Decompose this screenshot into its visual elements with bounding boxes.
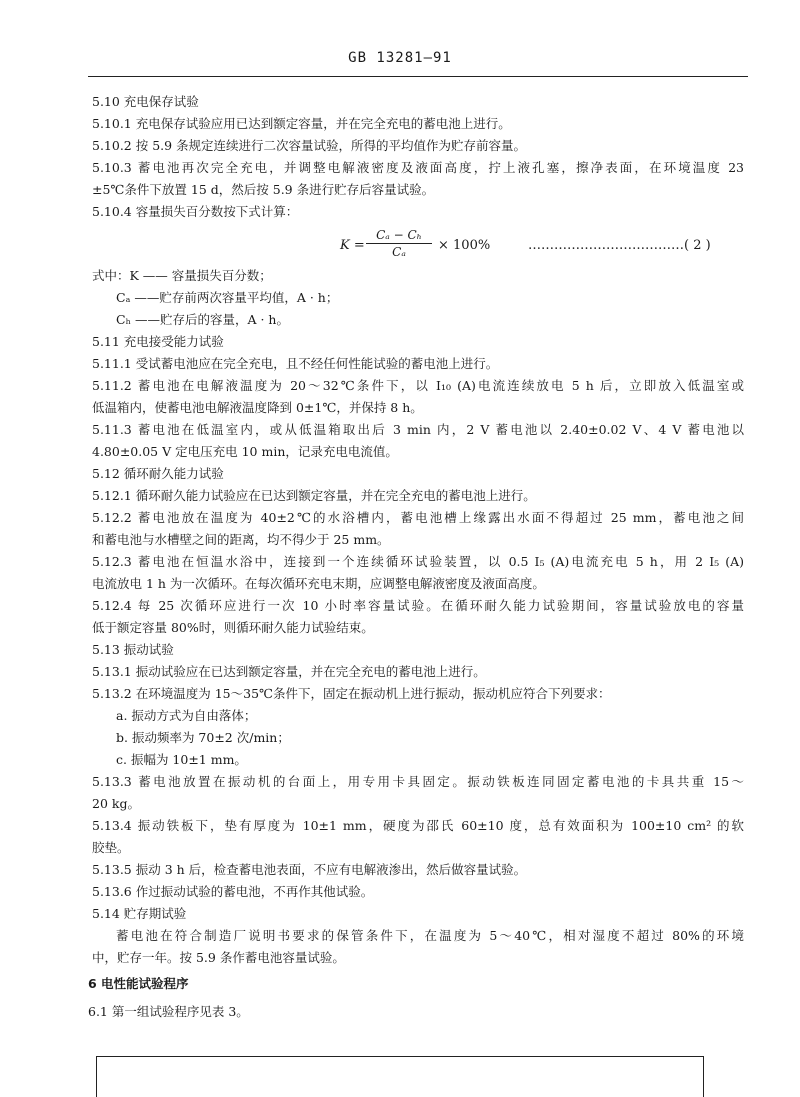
clause-6-1: 6.1 第一组试验程序见表 3。 — [88, 1004, 249, 1019]
list-item-a: a. 振动方式为自由落体； — [116, 708, 257, 723]
formula-lhs: K = — [340, 238, 365, 253]
clause-5-12-4-cont: 低于额定容量 80%时，则循环耐久能力试验结束。 — [92, 620, 374, 635]
clause-5-10-3: 5.10.3 蓄电池再次完全充电，并调整电解液密度及液面高度，拧上液孔塞，擦净表面，在环境温度 23 — [92, 160, 744, 175]
section-5-11-title: 5.11 充电接受能力试验 — [92, 334, 224, 349]
clause-5-12-3: 5.12.3 蓄电池在恒温水浴中，连接到一个连续循环试验装置，以 0.5 I₅ (A)电流充电 5 h，用 2 I₅ (A) — [92, 554, 744, 569]
clause-5-10-2: 5.10.2 按 5.9 条规定连续进行二次容量试验，所得的平均值作为贮存前容量。 — [92, 138, 527, 153]
section-5-14-title: 5.14 贮存期试验 — [92, 906, 187, 921]
clause-5-13-6: 5.13.6 作过振动试验的蓄电池，不再作其他试验。 — [92, 884, 374, 899]
list-item-c: c. 振幅为 10±1 mm。 — [116, 752, 247, 767]
clause-5-14-body-cont: 中，贮存一年。按 5.9 条作蓄电池容量试验。 — [92, 950, 345, 965]
clause-5-12-3-cont: 电流放电 1 h 为一次循环。在每次循环充电末期，应调整电解液密度及液面高度。 — [92, 576, 545, 591]
formula-numerator: Cₐ − Cₕ — [376, 228, 422, 242]
standard-code-header: GB 13281—91 — [348, 50, 452, 66]
capacity-loss-formula — [330, 226, 750, 266]
fraction-bar — [366, 243, 432, 244]
clause-5-12-1: 5.12.1 循环耐久能力试验应在已达到额定容量，并在完全充电的蓄电池上进行。 — [92, 488, 536, 503]
clause-5-13-5: 5.13.5 振动 3 h 后，检查蓄电池表面，不应有电解液渗出，然后做容量试验。 — [92, 862, 527, 877]
clause-5-13-1: 5.13.1 振动试验应在已达到额定容量，并在完全充电的蓄电池上进行。 — [92, 664, 486, 679]
clause-5-11-3-cont: 4.80±0.05 V 定电压充电 10 min，记录充电电流值。 — [92, 444, 398, 459]
formula-denominator: Cₐ — [392, 245, 406, 259]
formula-rhs: × 100% — [438, 238, 491, 253]
clause-5-11-1: 5.11.1 受试蓄电池应在完全充电，且不经任何性能试验的蓄电池上进行。 — [92, 356, 499, 371]
clause-5-10-1: 5.10.1 充电保存试验应用已达到额定容量，并在完全充电的蓄电池上进行。 — [92, 116, 511, 131]
formula-fraction — [366, 228, 432, 259]
chapter-6-title: 6 电性能试验程序 — [88, 976, 189, 991]
header-rule — [88, 76, 748, 77]
clause-5-11-3: 5.11.3 蓄电池在低温室内，或从低温箱取出后 3 min 内，2 V 蓄电池以 2.40±0.02 V、4 V 蓄电池以 — [92, 422, 744, 437]
clause-5-10-3-cont: ±5℃条件下放置 15 d，然后按 5.9 条进行贮存后容量试验。 — [92, 182, 435, 197]
list-item-b: b. 振动频率为 70±2 次/min； — [116, 730, 290, 745]
clause-5-13-4-cont: 胶垫。 — [92, 840, 130, 855]
section-5-12-title: 5.12 循环耐久能力试验 — [92, 466, 224, 481]
clause-5-12-2: 5.12.2 蓄电池放在温度为 40±2℃的水浴槽内，蓄电池槽上缘露出水面不得超过 25 mm，蓄电池之间 — [92, 510, 744, 525]
clause-5-11-2: 5.11.2 蓄电池在电解液温度为 20～32℃条件下，以 I₁₀ (A)电流连续放电 5 h 后，立即放入低温室或 — [92, 378, 744, 393]
where-ca: Cₐ ——贮存前两次容量平均值，A · h； — [116, 290, 339, 305]
clause-5-11-2-cont: 低温箱内，使蓄电池电解液温度降到 0±1℃，并保持 8 h。 — [92, 400, 423, 415]
formula-number: ………………………………( 2 ) — [528, 238, 711, 253]
where-cb: Cₕ ——贮存后的容量，A · h。 — [116, 312, 289, 327]
section-5-10-title: 5.10 充电保存试验 — [92, 94, 199, 109]
where-clause: 式中：K —— 容量损失百分数； — [92, 268, 272, 283]
clause-5-12-4: 5.12.4 每 25 次循环应进行一次 10 小时率容量试验。在循环耐久能力试验期间，容量试验放电的容量 — [92, 598, 744, 613]
clause-5-13-4: 5.13.4 振动铁板下，垫有厚度为 10±1 mm，硬度为邵氏 60±10 度，总有效面积为 100±10 cm² 的软 — [92, 818, 744, 833]
clause-5-12-2-cont: 和蓄电池与水槽壁之间的距离，均不得少于 25 mm。 — [92, 532, 390, 547]
clause-5-14-body: 蓄电池在符合制造厂说明书要求的保管条件下，在温度为 5～40℃，相对湿度不超过 80%的环境 — [116, 928, 744, 943]
clause-5-13-2: 5.13.2 在环境温度为 15～35℃条件下，固定在振动机上进行振动，振动机应符合下列要求： — [92, 686, 611, 701]
clause-5-13-3: 5.13.3 蓄电池放置在振动机的台面上，用专用卡具固定。振动铁板连同固定蓄电池的卡具共重 15～ — [92, 774, 744, 789]
section-5-13-title: 5.13 振动试验 — [92, 642, 174, 657]
clause-5-13-3-cont: 20 kg。 — [92, 796, 140, 811]
clause-5-10-4: 5.10.4 容量损失百分数按下式计算： — [92, 204, 299, 219]
